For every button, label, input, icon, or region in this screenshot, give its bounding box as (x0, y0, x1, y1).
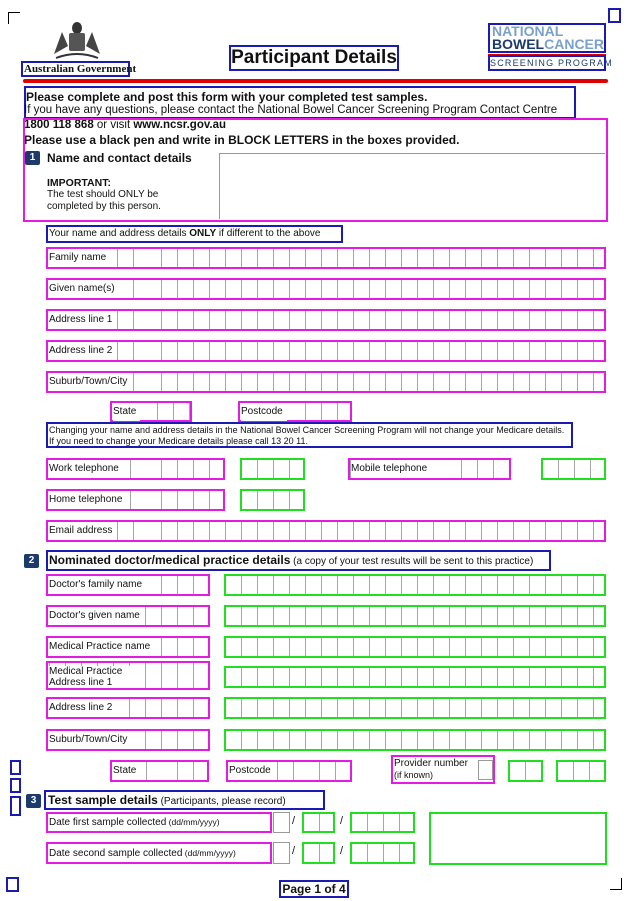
practice-address1-label-field[interactable] (46, 661, 210, 690)
section1-number-badge: 1 (25, 151, 40, 165)
website-link[interactable]: www.ncsr.gov.au (133, 119, 227, 131)
intro-line-2: If you have any questions, please contact the National Bowel Cancer Screening Program Contact Centre (24, 104, 558, 116)
address-line2-field[interactable] (46, 340, 606, 362)
email-address-field[interactable] (46, 520, 606, 542)
barcode-sticker-box[interactable] (429, 812, 607, 865)
address-line2-label: Address line 2 (49, 342, 116, 360)
given-names-field[interactable] (46, 278, 606, 300)
practice-postcode-label: Postcode (229, 762, 275, 780)
medicare-note: Changing your name and address details in the National Bowel Cancer Screening Program will not change your Medicare details. If you need to change your Medicare details please call 13 20 11. (46, 422, 573, 448)
important-label: IMPORTANT: (47, 177, 111, 189)
header-red-rule (23, 79, 608, 83)
section3-subtitle: (Participants, please record) (157, 796, 286, 807)
state-label: State (113, 403, 140, 421)
date-first-format: (dd/mm/yyyy) (166, 817, 220, 827)
suburb-label: Suburb/Town/City (49, 373, 131, 391)
home-telephone-area-field[interactable] (46, 489, 225, 511)
date-second-sample-label: Date second sample collected (49, 848, 183, 859)
registration-mark-top-right (608, 8, 621, 23)
logo-bowel-text: BOWEL (492, 36, 545, 52)
note-post: if different to the above (216, 228, 321, 239)
section2-number-badge: 2 (24, 554, 39, 568)
doctor-family-name-label-field[interactable] (46, 574, 210, 596)
family-name-label: Family name (49, 249, 110, 267)
date-second-slash-2: / (340, 845, 344, 857)
doctor-family-name-label: Doctor's family name (49, 576, 146, 594)
practice-name-label-field[interactable] (46, 636, 210, 658)
practice-name-label: Medical Practice name (49, 638, 154, 656)
date-second-day-extra[interactable] (273, 842, 290, 864)
mobile-telephone-field[interactable] (348, 458, 511, 480)
provider-number-label-box (391, 755, 495, 784)
email-address-label: Email address (49, 522, 116, 540)
practice-suburb-label: Suburb/Town/City (49, 731, 131, 749)
participant-address-label-box[interactable] (219, 153, 605, 219)
practice-address2-label: Address line 2 (49, 699, 116, 717)
provider-number-first-box[interactable] (478, 760, 493, 780)
practice-suburb-label-field[interactable] (46, 729, 210, 751)
doctor-given-name-field[interactable] (224, 605, 606, 627)
date-second-sample-label-box (46, 842, 272, 864)
given-names-label: Given name(s) (49, 280, 119, 298)
date-first-month-field[interactable] (302, 812, 335, 833)
logo-cancer-text: CANCER (544, 36, 604, 52)
address-line1-field[interactable] (46, 309, 606, 331)
crop-mark-bottom-right (610, 878, 622, 890)
page-title: Participant Details (229, 45, 399, 71)
date-second-year-field[interactable] (350, 842, 415, 864)
practice-address1-label: Medical Practice Address line 1 (49, 666, 145, 688)
coat-of-arms-emblem (48, 18, 106, 62)
side-mark-2 (10, 778, 21, 793)
date-second-month-field[interactable] (302, 842, 335, 864)
ncsp-logo (488, 23, 606, 53)
work-telephone-number-field[interactable] (240, 458, 305, 480)
section1-note (46, 225, 343, 243)
practice-state-label: State (113, 762, 140, 780)
doctor-given-name-label-field[interactable] (46, 605, 210, 627)
address-line1-label: Address line 1 (49, 311, 116, 329)
date-first-year-field[interactable] (350, 812, 415, 833)
date-first-slash-1: / (292, 815, 296, 827)
practice-address2-field[interactable] (224, 697, 606, 719)
postcode-label: Postcode (241, 403, 287, 421)
side-mark-1 (10, 760, 21, 775)
provider-number-end-field[interactable] (556, 760, 606, 782)
note-pre: Your name and address details (49, 228, 190, 239)
or-visit-text: or visit (93, 119, 134, 131)
section3-number-badge: 3 (26, 794, 41, 808)
practice-postcode-field[interactable] (226, 760, 352, 782)
mobile-telephone-label: Mobile telephone (351, 460, 431, 478)
home-telephone-label: Home telephone (49, 491, 126, 509)
date-second-slash-1: / (292, 845, 296, 857)
section2-header (46, 550, 551, 571)
date-first-sample-label: Date first sample collected (49, 817, 167, 828)
postcode-field[interactable] (238, 401, 352, 422)
intro-line-4: Please use a black pen and write in BLOCK LETTERS in the boxes provided. (24, 133, 460, 147)
suburb-field[interactable] (46, 371, 606, 393)
section1-title: Name and contact details (47, 151, 192, 165)
practice-name-field[interactable] (224, 636, 606, 658)
state-field[interactable] (110, 401, 192, 422)
practice-address1-field[interactable] (224, 666, 606, 688)
note-bold: ONLY (189, 228, 217, 239)
mobile-telephone-number-field[interactable] (541, 458, 606, 480)
date-first-slash-2: / (340, 815, 344, 827)
date-second-format: (dd/mm/yyyy) (182, 848, 236, 858)
practice-state-field[interactable] (110, 760, 209, 782)
australian-government-label: Australian Government (21, 61, 130, 77)
registration-mark-bottom-left (6, 877, 19, 892)
page-number: Page 1 of 4 (279, 880, 349, 898)
practice-suburb-field[interactable] (224, 729, 606, 751)
important-text: The test should ONLY be completed by this person. (47, 189, 161, 212)
practice-address2-label-field[interactable] (46, 697, 210, 719)
intro-line-1: Please complete and post this form with your completed test samples. (26, 90, 428, 104)
doctor-family-name-field[interactable] (224, 574, 606, 596)
date-first-sample-label-box (46, 812, 272, 833)
provider-number-sublabel: (if known) (394, 770, 434, 780)
section2-subtitle: (a copy of your test results will be sent to this practice) (290, 556, 534, 567)
section3-title: Test sample details (48, 793, 158, 807)
provider-number-label: Provider number (394, 758, 468, 769)
section3-header (44, 790, 325, 810)
logo-national-text: NATIONAL (492, 23, 564, 39)
crop-mark-top-left (8, 12, 20, 24)
logo-screening-text: SCREENING PROGRAM (488, 55, 606, 71)
work-telephone-area-field[interactable] (46, 458, 225, 480)
provider-number-middle-field[interactable] (508, 760, 543, 782)
doctor-given-name-label: Doctor's given name (49, 607, 144, 625)
work-telephone-label: Work telephone (49, 460, 123, 478)
side-mark-3 (10, 796, 21, 816)
home-telephone-number-field[interactable] (240, 489, 305, 511)
family-name-field[interactable] (46, 247, 606, 269)
date-first-day-extra[interactable] (273, 812, 290, 833)
section2-title: Nominated doctor/medical practice details (49, 553, 291, 567)
contact-phone: 1800 118 868 (24, 119, 94, 131)
